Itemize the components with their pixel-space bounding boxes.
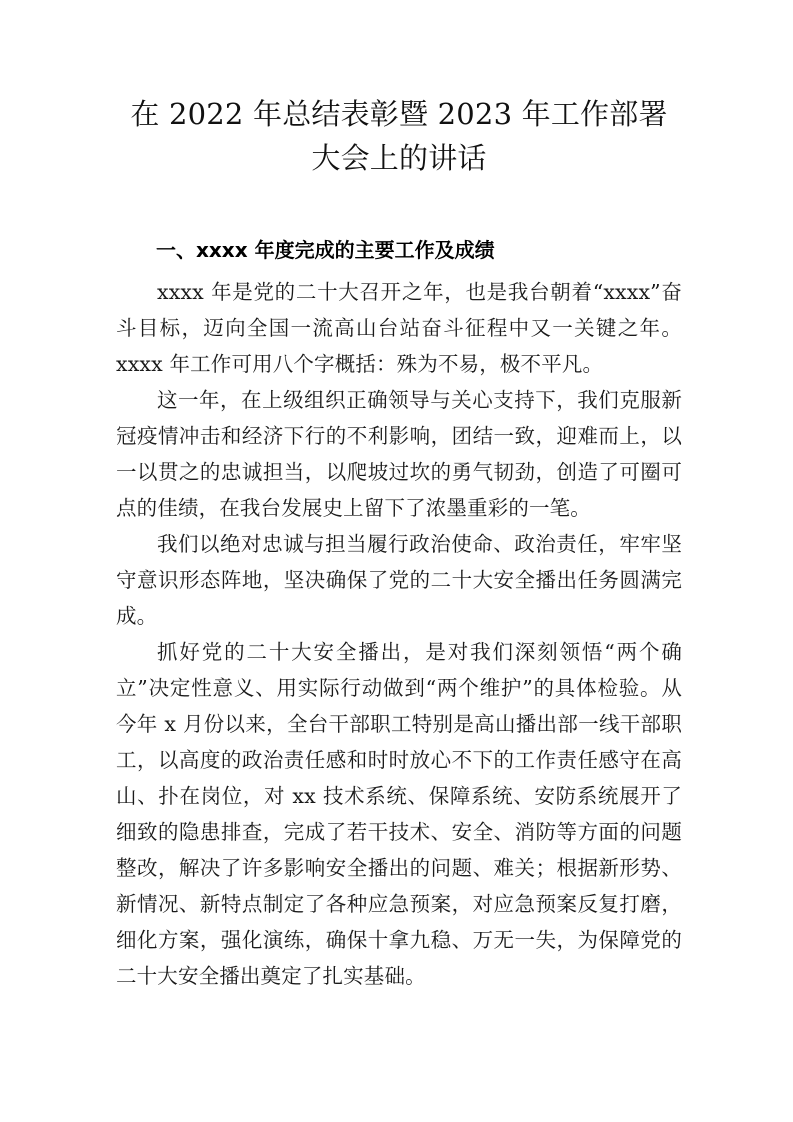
paragraph-3: 我们以绝对忠诚与担当履行政治使命、政治责任，牢牢坚守意识形态阵地，坚决确保了党的二十大安全播出任务圆满完成。: [116, 532, 682, 628]
paragraph-4: 抓好党的二十大安全播出，是对我们深刻领悟“两个确立”决定性意义、用实际行动做到“两个维护”的具体检验。从今年 x 月份以来，全台干部职工特别是高山播出部一线干部职工，以高度的政治责任感和时时放心不下的工作责任感守在高山、扑在岗位，对 xx 技术系统、保障系统、安防系统展开了细致的隐患排查，完成了若干技术、安全、消防等方面的问题整改，解决了许多影响安全播出的问题、难关；根据新形势、新情况、新特点制定了各种应急预案，对应急预案反复打磨，细化方案，强化演练，确保十拿九稳、万无一失，为保障党的二十大安全播出奠定了扎实基础。: [116, 640, 682, 988]
document-title: 在 2022 年总结表彰暨 2023 年工作部署大会上的讲话: [130, 97, 668, 175]
section-heading-1: 一、xxxx 年度完成的主要工作及成绩: [156, 238, 495, 262]
paragraph-2: 这一年，在上级组织正确领导与关心支持下，我们克服新冠疫情冲击和经济下行的不利影响，团结一致，迎难而上，以一以贯之的忠诚担当，以爬坡过坎的勇气韧劲，创造了可圈可点的佳绩，在我台发展史上留下了浓墨重彩的一笔。: [116, 388, 682, 520]
page-text-block: [116, 0, 682, 994]
paragraph-1: xxxx 年是党的二十大召开之年，也是我台朝着“xxxx”奋斗目标，迈向全国一流高山台站奋斗征程中又一关键之年。xxxx 年工作可用八个字概括：殊为不易，极不平凡。: [116, 280, 682, 376]
